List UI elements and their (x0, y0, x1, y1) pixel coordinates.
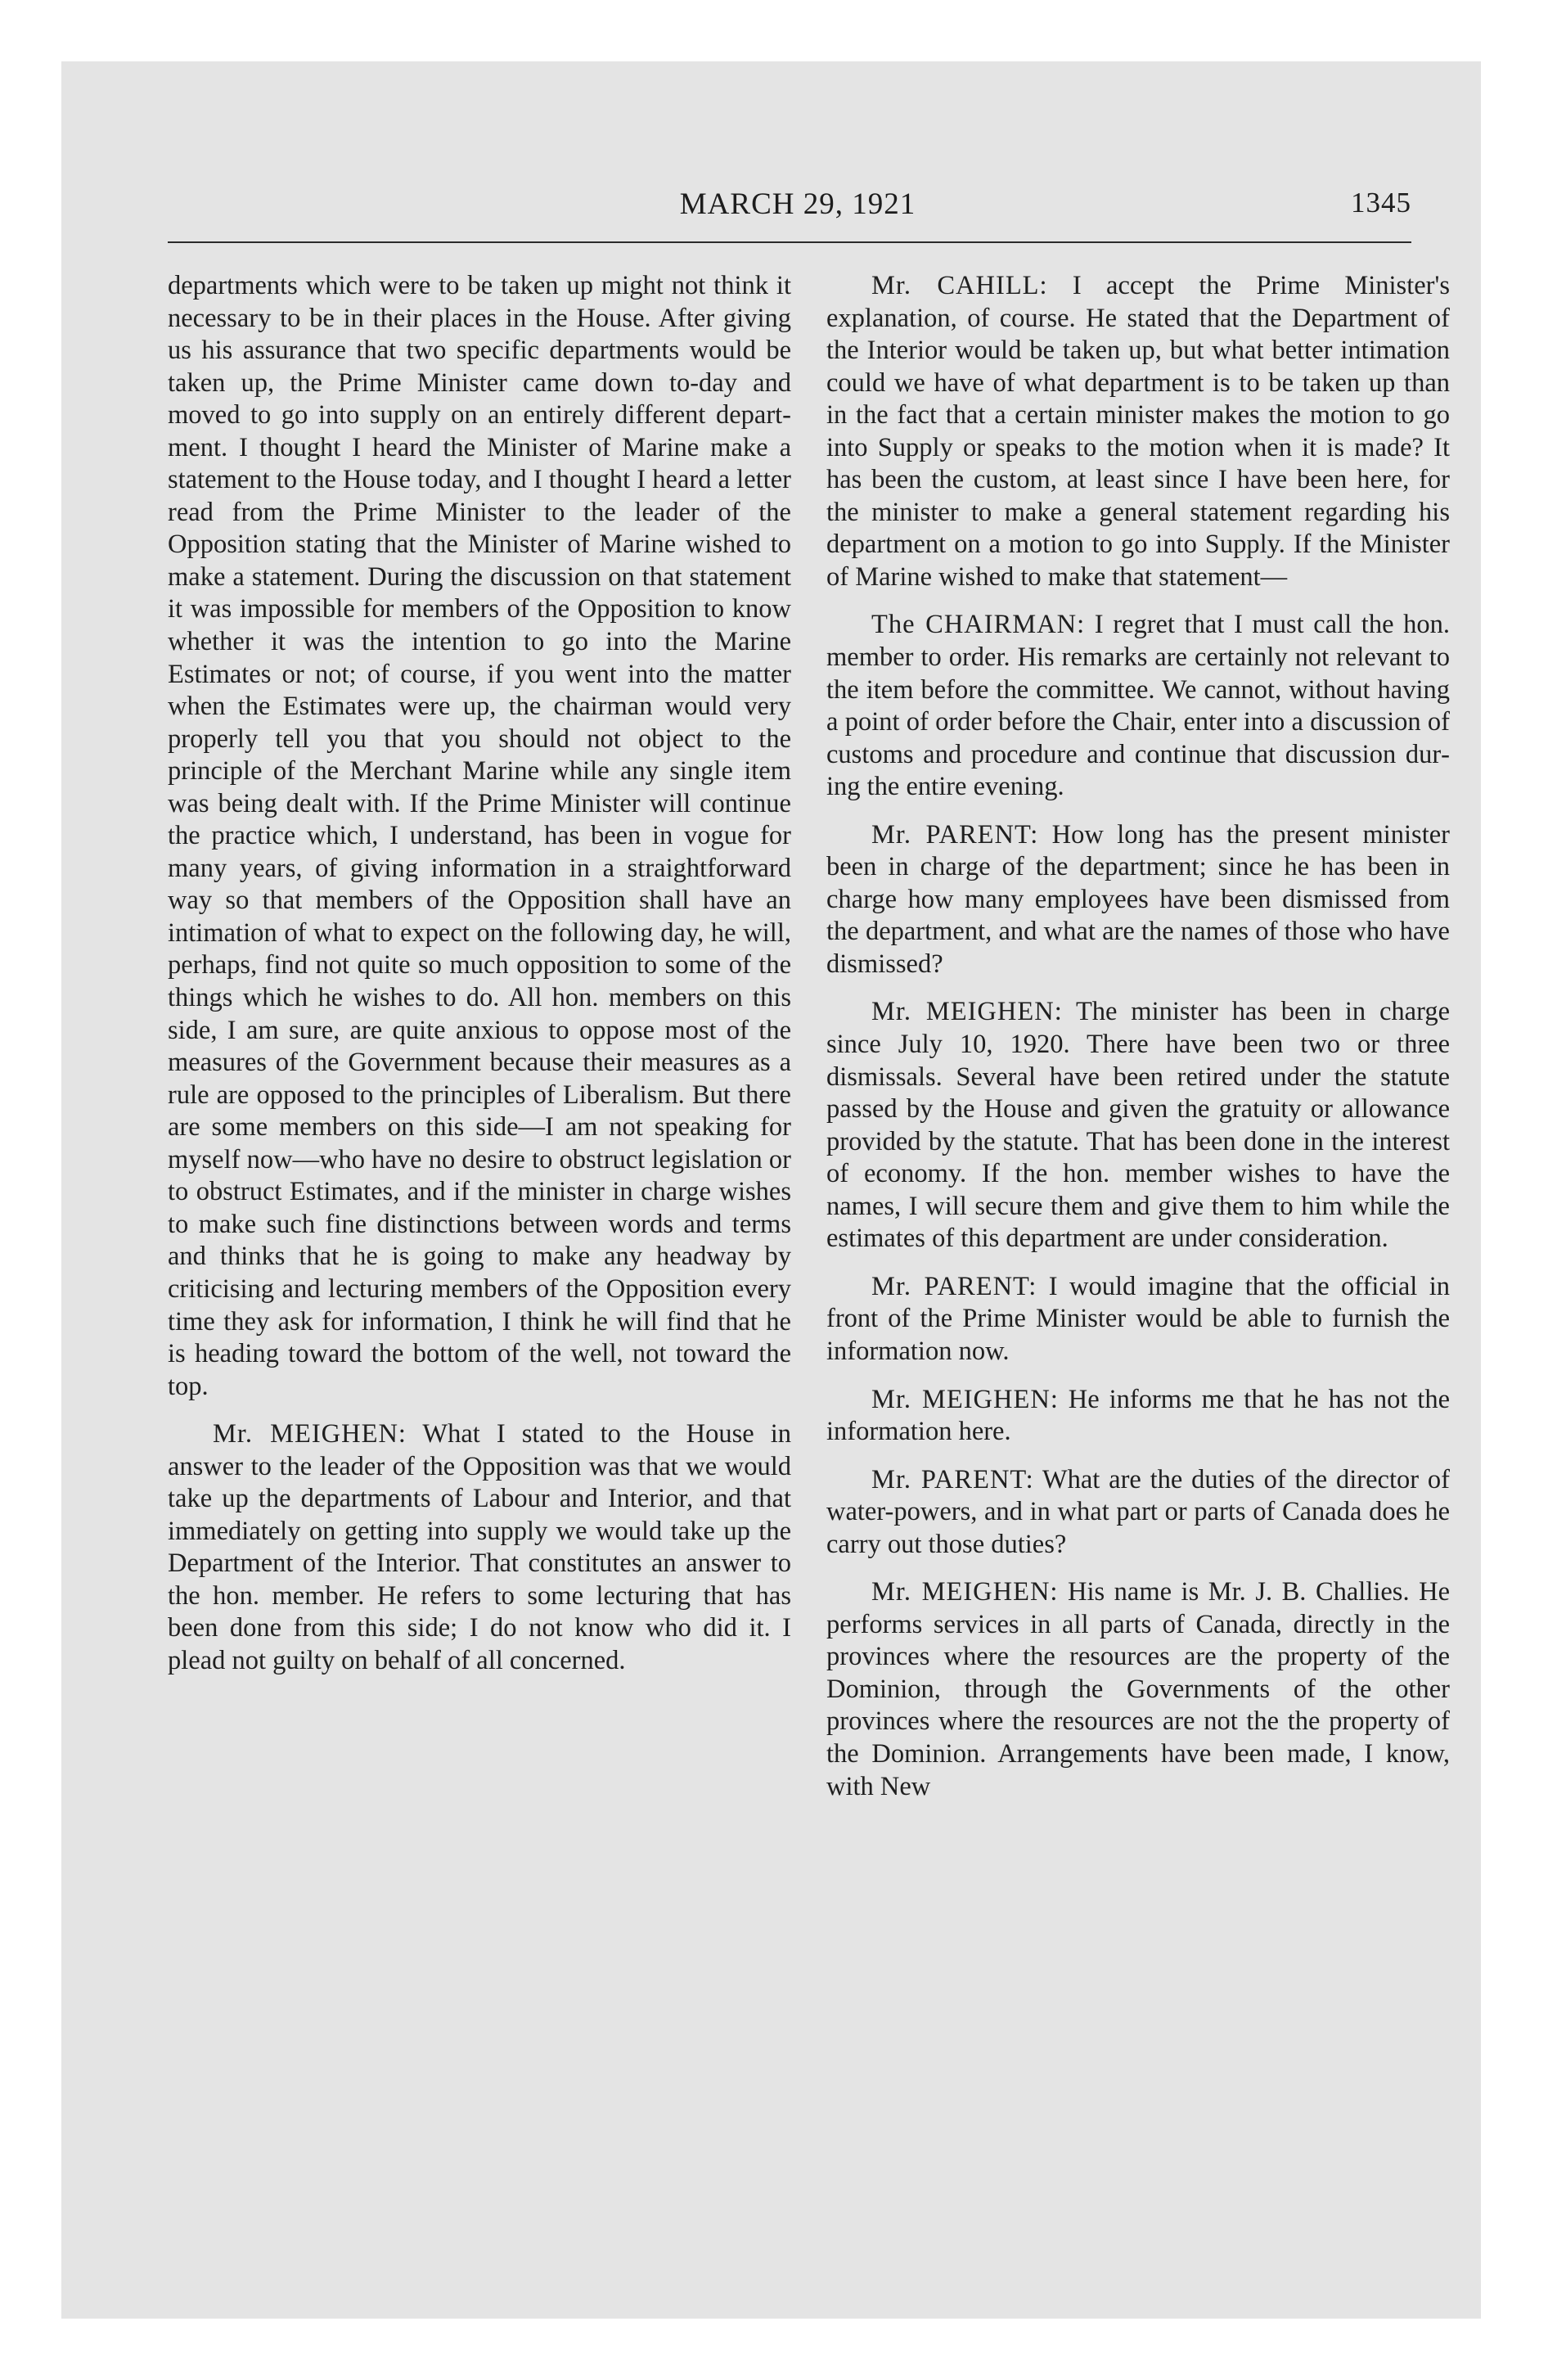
paragraph (826, 1271, 1450, 1368)
speaker-name: Mr. PARENT: (871, 1271, 1037, 1301)
speaker-name: The CHAIRMAN: (871, 610, 1086, 640)
paragraph (168, 1418, 791, 1677)
paragraph-text: He informs me that he has not the information here. (826, 1384, 1451, 1447)
paragraph-text: I accept the Prime Minister's explanation, of course. He stated that the Department of the Interior would be taken up, but what better intimation could we have of what department is to be taken up than in the fact that a certain minister makes the motion to go into Supply or speaks to the motion when it is made? It has been the custom, at least since I have been here, for the minister to make a general statement regarding his department on a motion to go into Supply. If the Minister of Marine wished to make that statement— (826, 271, 1450, 592)
paragraph (826, 609, 1450, 803)
paragraph (826, 270, 1450, 593)
paragraph (826, 819, 1450, 981)
page-date: MARCH 29, 1921 (679, 187, 916, 221)
paragraph (826, 1576, 1450, 1803)
paragraph-text: How long has the present minister been in charge of the department; since he has been in charge how many employees have been dismissed from the department, and what are the names of those who have dismissed? (826, 819, 1450, 979)
paragraph (826, 1384, 1450, 1449)
paragraph (826, 996, 1450, 1255)
speaker-name: Mr. MEIGHEN: (871, 997, 1063, 1027)
speaker-name: Mr. MEIGHEN: (213, 1419, 407, 1449)
left-column (168, 270, 791, 1678)
paragraph-text: The minister has been in charge since July 10, 1920. There have been two or three dismissals. Several have been retired under the statute passed by the House and given the gratuity or allowance provided by the statute. That has been done in the interest of economy. If the hon. member wishes to have the names, I will secure them and give them to him while the estimates of this department are under consideration. (826, 997, 1450, 1254)
paragraph-text: I regret that I must call the hon. member to order. His remarks are certainly not relevant to the item before the committee. We cannot, without having a point of order before the Chair, enter into a discussion of customs and procedure and continue that discussion during the entire evening. (826, 610, 1450, 802)
speaker-name: Mr. PARENT: (871, 1464, 1034, 1494)
page-header (168, 187, 1411, 236)
speaker-name: Mr. MEIGHEN: (871, 1384, 1059, 1414)
paragraph-text: I would imagine that the official in front of the Prime Minister would be able to furnish the information now. (826, 1271, 1450, 1366)
speaker-name: Mr. CAHILL: (871, 271, 1048, 300)
page-number: 1345 (1351, 187, 1411, 219)
paragraph (168, 270, 791, 1403)
speaker-name: Mr. MEIGHEN: (871, 1577, 1059, 1607)
header-rule (168, 241, 1411, 243)
paragraph-text: His name is Mr. J. B. Challies. He performs services in all parts of Canada, directly in the provinces where the resources are the property of the Dominion, through the Governments of the other provinces where the resources are not the the property of the Dominion. Arrangements have been made, I know, with New (826, 1577, 1450, 1801)
paragraph-text: What I stated to the House in answer to the leader of the Opposition was that we would take up the departments of Labour and Interior, and that immediately on getting into supply we would take up the Department of the Interior. That constitutes an answer to the hon. member. He refers to some lecturing that has been done from this side; I do not know who did it. I plead not guilty on behalf of all concerned. (168, 1419, 791, 1675)
paragraph-text: What are the duties of the director of water-powers, and in what part or parts of Canada does he carry out those duties? (826, 1464, 1450, 1559)
speaker-name: Mr. PARENT: (871, 819, 1039, 850)
right-column (826, 270, 1450, 1803)
paragraph-text: departments which were to be taken up might not think it necessary to be in their places in the House. After giving us his assurance that two specific departments would be taken up, the Prime Minister came down to-day and moved to go into supply on an entirely different department. I thought I heard the Minister of Marine make a statement to the House today, and I thought I heard a letter read from the Prime Minister to the leader of the Opposition stating that the Minister of Marine wished to make a statement. During the discussion on that statement it was impossible for members of the Opposition to know whether it was the intention to go into the Marine Estimates or not; of course, if you went into the matter when the Estimates were up, the chairman would very properly tell you that you should not object to the principle of the Merchant Marine while any single item was being dealt with. If the Prime Minister will continue the practice which, I understand, has been in vogue for many years, of giving information in a straightforward way so that members of the Opposition shall have an intimation of what to expect on the following day, he will, perhaps, find not quite so much opposition to some of the things which he wishes to do. All hon. members on this side, I am sure, are quite anxious to oppose most of the measures of the Government because their measures as a rule are opposed to the principles of Liberalism. But there are some members on this side—I am not speaking for myself now—who have no desire to obstruct legislation or to obstruct Estimates, and if the minister in charge wishes to make such fine distinctions between words and terms and thinks that he is going to make any headway by criticising and lecturing members of the Opposition every time they ask for information, I think he will find that he is heading toward the bottom of the well, not toward the top. (168, 271, 791, 1401)
paragraph (826, 1464, 1450, 1562)
